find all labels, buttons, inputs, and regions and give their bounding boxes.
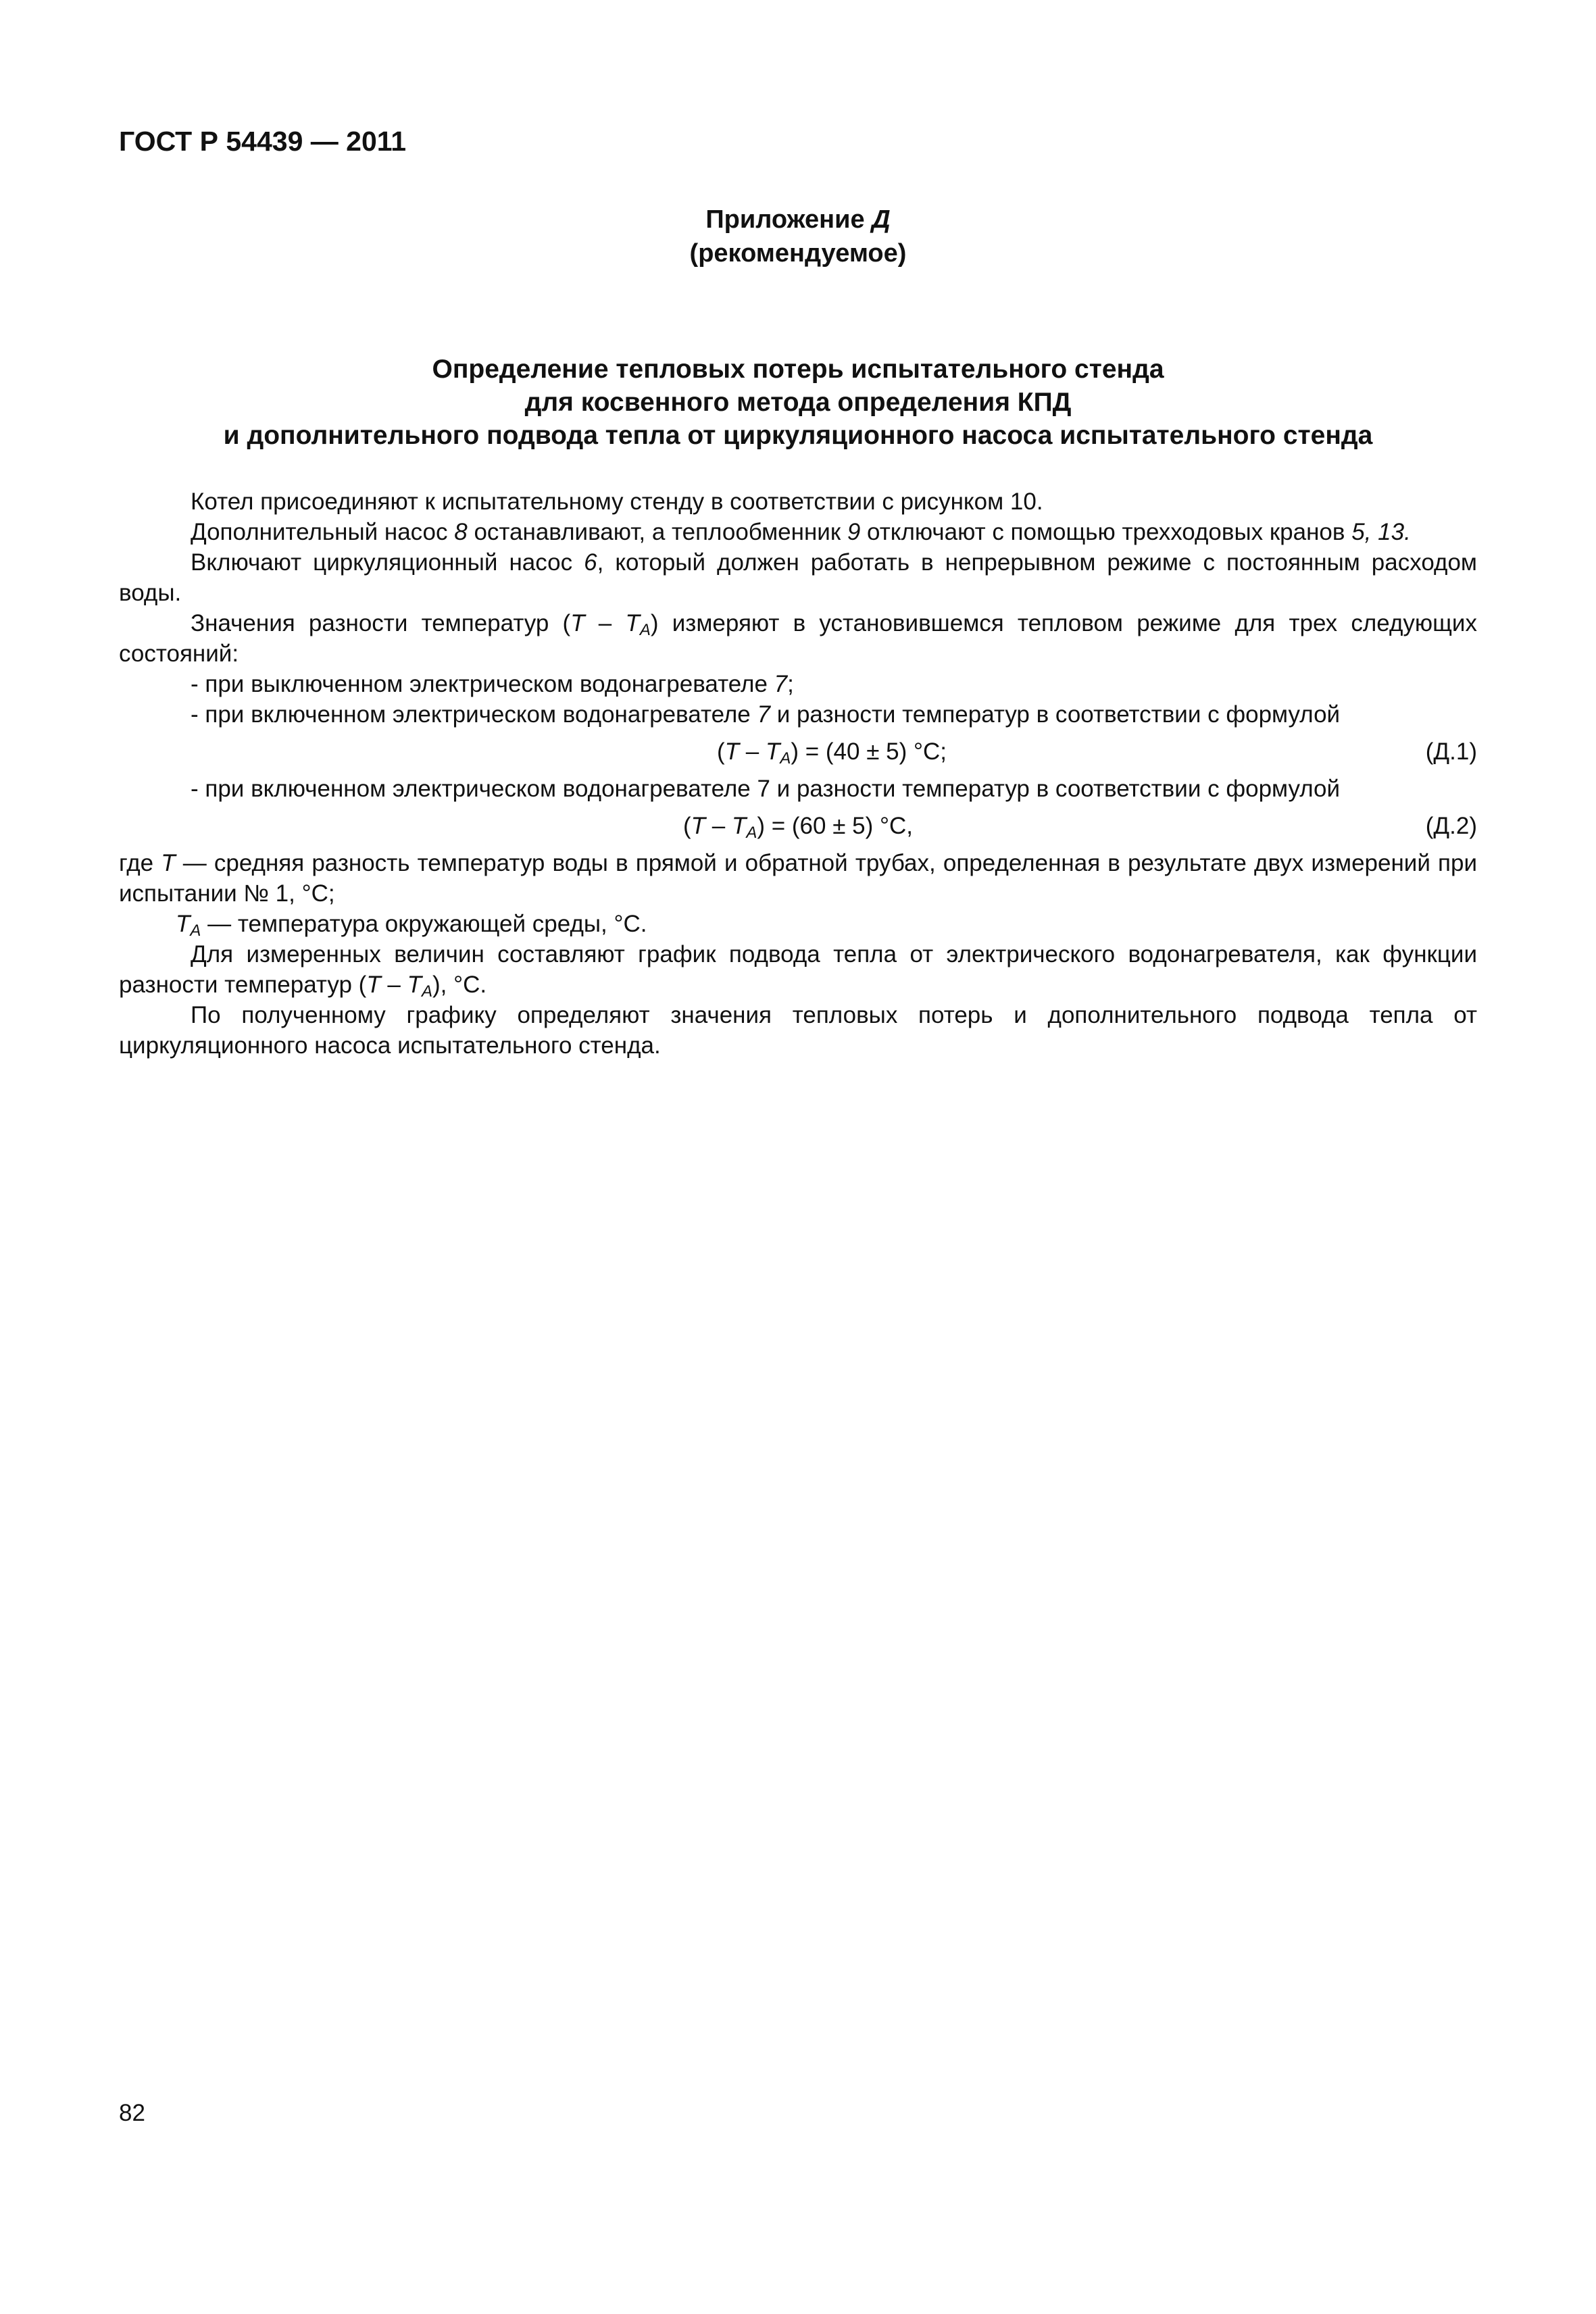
- formula-d2-expression: $(T - T_A) = (60 \pm 5)$ °С,: [682, 813, 913, 842]
- formula-d1-number: (Д.1): [1425, 738, 1477, 765]
- p4-text-b: ) измеряют в установившемся тепловом режиме для трех следующих состояний:: [119, 610, 1477, 667]
- p4-dash: –: [584, 610, 626, 636]
- p4-text-a: Значения разности температур (: [191, 610, 571, 636]
- formula-d2-number: (Д.2): [1425, 813, 1477, 839]
- paragraph-2: [119, 517, 1477, 547]
- item2-text-b: и разности температур в соответствии с формулой: [770, 701, 1341, 728]
- ta-T: T: [176, 911, 191, 937]
- title-line-2: для косвенного метода определения КПД: [524, 388, 1072, 417]
- p2-valve-numbers: 5, 13.: [1351, 519, 1411, 545]
- appendix-type: (рекомендуемое): [689, 239, 907, 268]
- title-line-3: и дополнительного подвода тепла от циркуляционного насоса испытательного стенда: [223, 421, 1373, 450]
- appendix-label: Приложение: [705, 205, 865, 234]
- where-clause: где T — средняя разность температур воды в прямой и обратной трубах, определенная в результате двух измерений при испытании № 1, °С;: [119, 850, 1477, 907]
- p2-text-c: отключают с помощью трехходовых кранов: [860, 519, 1352, 545]
- p4-subscript-A: A: [639, 621, 651, 639]
- p2-text-a: Дополнительный насос: [191, 519, 455, 545]
- paragraph-4: [119, 608, 1477, 669]
- item2-text-a: - при включенном электрическом водонагревателе: [191, 701, 757, 728]
- item1-text-a: - при выключенном электрическом водонагревателе: [191, 671, 774, 697]
- p2-pump-number: 8: [454, 519, 468, 545]
- document-header: ГОСТ Р 54439 — 2011: [119, 126, 407, 157]
- list-item-3: - при включенном электрическом водонагревателе 7 и разности температур в соответствии с формулой: [191, 776, 1341, 802]
- p2-exchanger-number: 9: [847, 519, 861, 545]
- p3-text-a: Включают циркуляционный насос: [191, 549, 584, 576]
- paragraph-1: Котел присоединяют к испытательному стенду в соответствии с рисунком 10.: [191, 488, 1043, 515]
- section-title: [119, 353, 1477, 452]
- paragraph-3: [119, 547, 1477, 608]
- appendix-label-line: [0, 203, 1596, 236]
- where-T: T: [161, 850, 176, 876]
- document-body: [119, 486, 1477, 1061]
- item1-heater-number: 7: [774, 671, 788, 697]
- p4-TA: T: [625, 610, 640, 636]
- p4-T: T: [570, 610, 585, 636]
- formula-d1-expression: $(T - T_A) = (40 \pm 5)$ °С;: [716, 738, 947, 768]
- appendix-letter: Д: [872, 205, 891, 234]
- ta-definition: $T_A$ — температура окружающей среды, °С.: [176, 911, 647, 940]
- p2-text-b: останавливают, а теплообменник: [467, 519, 847, 545]
- item2-heater-number: 7: [757, 701, 770, 728]
- list-item-2: [119, 699, 1477, 730]
- p3-pump-number: 6: [584, 549, 597, 576]
- title-line-1: Определение тепловых потерь испытательного стенда: [432, 355, 1164, 384]
- item1-text-b: ;: [787, 671, 794, 697]
- formula-d1: [119, 730, 1477, 774]
- appendix-heading: [0, 203, 1596, 270]
- list-item-1: [119, 669, 1477, 699]
- paragraph-5: Для измеренных величин составляют график подвода тепла от электрического водонагревателя, как функции разности температур $(T - T_A)$, °С.: [119, 941, 1477, 1001]
- page-number: 82: [119, 2100, 145, 2126]
- paragraph-6: По полученному графику определяют значения тепловых потерь и дополнительного подвода тепла от циркуляционного насоса испытательного стенда.: [119, 1002, 1477, 1059]
- formula-d2: [119, 804, 1477, 848]
- p3-text-b: , который должен работать в непрерывном режиме с постоянным расходом воды.: [119, 549, 1477, 606]
